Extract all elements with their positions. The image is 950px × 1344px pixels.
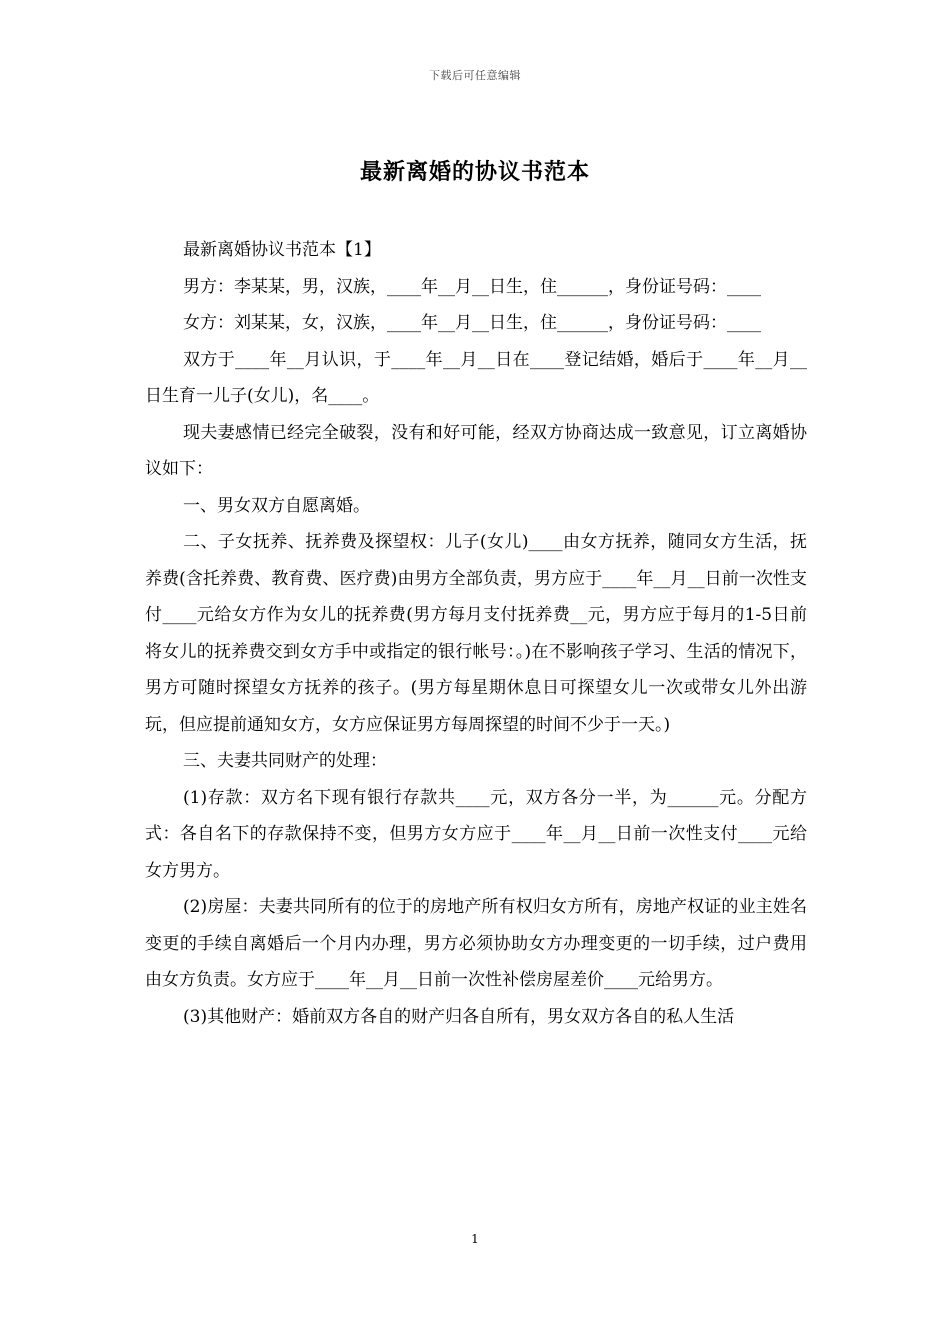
document-body <box>145 232 807 1035</box>
paragraph-clause-1: 一、男女双方自愿离婚。 <box>183 495 370 516</box>
page-header: 下载后可任意编辑 <box>429 69 521 82</box>
paragraph-male-party: 男方：李某某，男，汉族，____年__月__日生，住______，身份证号码：____ <box>183 276 761 297</box>
document-title: 最新离婚的协议书范本 <box>359 159 590 185</box>
paragraph-deposits: (1)存款：双方名下现有银行存款共____元，双方各分一半，为______元。分配方式：各自名下的存款保持不变，但男方女方应于____年__月__日前一次性支付____元给女方男方。 <box>145 787 807 881</box>
paragraph-other-property: (3)其他财产：婚前双方各自的财产归各自所有，男女双方各自的私人生活 <box>183 1006 735 1027</box>
page-number: 1 <box>471 1232 479 1246</box>
paragraph-subtitle: 最新离婚协议书范本【1】 <box>183 240 381 260</box>
paragraph-female-party: 女方：刘某某，女，汉族，____年__月__日生，住______，身份证号码：____ <box>183 313 761 333</box>
paragraph-clause-3: 三、夫妻共同财产的处理： <box>183 751 387 771</box>
paragraph-marriage-info: 双方于____年__月认识，于____年__月__日在____登记结婚，婚后于____年__月__日生育一儿子(女儿)，名____。 <box>145 349 807 406</box>
paragraph-house: (2)房屋：夫妻共同所有的位于的房地产所有权归女方所有，房地产权证的业主姓名变更的手续自离婚后一个月内办理，男方必须协助女方办理变更的一切手续，过户费用由女方负责。女方应于____年__月__日前一次性补偿房屋差价____元给男方。 <box>145 897 807 990</box>
paragraph-clause-2: 二、子女抚养、抚养费及探望权：儿子(女儿)____由女方抚养，随同女方生活，抚养费(含托养费、教育费、医疗费)由男方全部负责，男方应于____年__月__日前一次性支付____元给女方作为女儿的抚养费(男方每月支付抚养费__元，男方应于每月的1-5日前将女儿的抚养费交到女方手中或指定的银行帐号：。)在不影响孩子学习、生活的情况下，男方可随时探望女方抚养的孩子。(男方每星期休息日可探望女儿一次或带女儿外出游玩，但应提前通知女方，女方应保证男方每周探望的时间不少于一天。) <box>145 532 807 735</box>
paragraph-intro: 现夫妻感情已经完全破裂，没有和好可能，经双方协商达成一致意见，订立离婚协议如下： <box>145 422 807 479</box>
